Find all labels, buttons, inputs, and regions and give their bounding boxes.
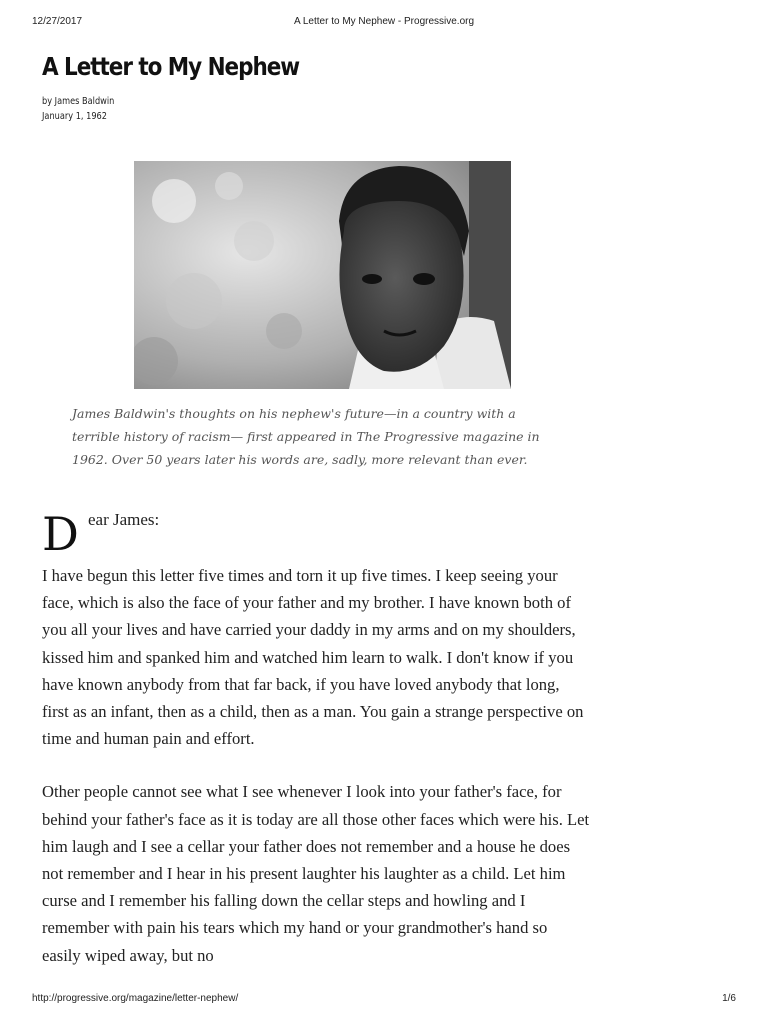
- article-body: [42, 508, 590, 995]
- article-byline: by James Baldwin: [42, 96, 115, 107]
- print-page-title: A Letter to My Nephew - Progressive.org: [293, 16, 475, 27]
- print-footer: [32, 993, 736, 1007]
- print-date: 12/27/2017: [32, 16, 83, 27]
- salutation: [42, 508, 590, 562]
- drop-cap: D: [42, 507, 79, 561]
- photo-caption: James Baldwin's thoughts on his nephew's future—in a country with a terrible history of racism— first appeared in The Progressive magazine in 1962. Over 50 years later his words are, sadly, more relevant than ever.: [72, 406, 540, 467]
- print-header: [32, 16, 736, 30]
- author-photo: [134, 161, 511, 389]
- article-title: A Letter to My Nephew: [42, 52, 300, 81]
- page-number: 1/6: [722, 993, 736, 1004]
- article-date: January 1, 1962: [42, 111, 107, 122]
- paragraph: I have begun this letter five times and torn it up five times. I keep seeing your face, which is also the face of your father and my brother. I have known both of you all your lives and have carried your daddy in my arms and on my shoulders, kissed him and spanked him and watched him learn to walk. I don't know if you have known anybody from that far back, if you have loved anybody that long, first as an infant, then as a child, then as a man. You gain a strange perspective on time and human pain and effort.: [42, 566, 584, 749]
- page-url-link[interactable]: http://progressive.org/magazine/letter-nephew/: [32, 993, 239, 1004]
- salutation-text: ear James:: [88, 510, 160, 529]
- paragraph: Other people cannot see what I see whenever I look into your father's face, for behind your father's face as it is today are all those other faces which were his. Let him laugh and I see a cellar your father does not remember and a house he does not remember and I hear in his present laughter his laughter as a child. Let him curse and I remember his falling down the cellar steps and howling and I remember with pain his tears which my hand or your grandmother's hand so easily wiped away, but no: [42, 782, 590, 965]
